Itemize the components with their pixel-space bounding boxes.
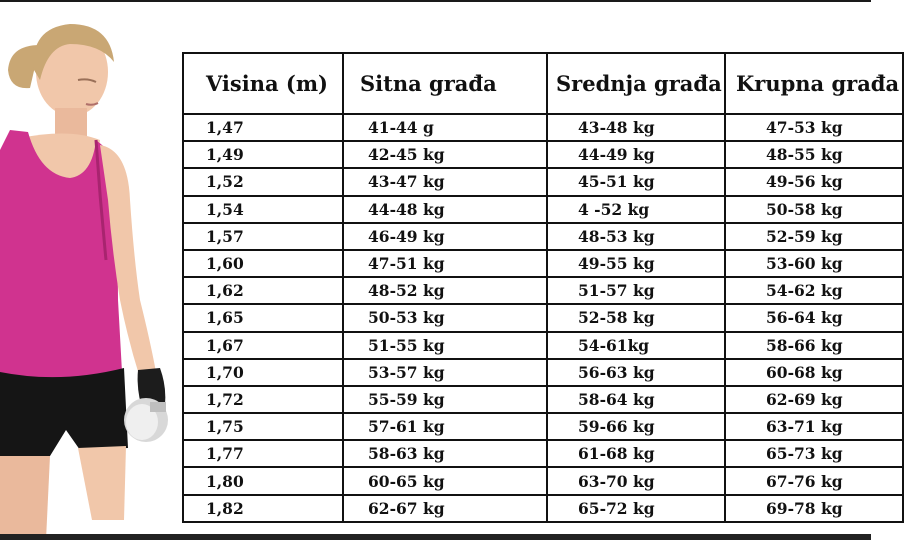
height-cell: 1,60 [183,250,343,277]
header-medium-frame: Srednja građa [547,53,725,114]
medium-frame-cell: 58-64 kg [547,386,725,413]
table-row [183,495,903,522]
large-frame-cell: 56-64 kg [725,304,903,331]
small-frame-cell: 53-57 kg [343,359,547,386]
height-cell: 1,77 [183,440,343,467]
small-frame-cell: 43-47 kg [343,168,547,195]
weight-table-container [182,52,900,522]
small-frame-cell: 57-61 kg [343,413,547,440]
table-row [183,196,903,223]
bottom-border [0,534,871,540]
large-frame-cell: 53-60 kg [725,250,903,277]
small-frame-cell: 55-59 kg [343,386,547,413]
large-frame-cell: 47-53 kg [725,114,903,141]
medium-frame-cell: 65-72 kg [547,495,725,522]
large-frame-cell: 48-55 kg [725,141,903,168]
medium-frame-cell: 43-48 kg [547,114,725,141]
height-cell: 1,49 [183,141,343,168]
height-cell: 1,75 [183,413,343,440]
height-cell: 1,54 [183,196,343,223]
large-frame-cell: 63-71 kg [725,413,903,440]
medium-frame-cell: 54-61kg [547,332,725,359]
height-cell: 1,70 [183,359,343,386]
large-frame-cell: 62-69 kg [725,386,903,413]
height-cell: 1,57 [183,223,343,250]
weight-by-height-table [182,52,904,523]
table-row [183,277,903,304]
large-frame-cell: 52-59 kg [725,223,903,250]
height-cell: 1,62 [183,277,343,304]
height-cell: 1,67 [183,332,343,359]
large-frame-cell: 49-56 kg [725,168,903,195]
large-frame-cell: 65-73 kg [725,440,903,467]
header-height: Visina (m) [183,53,343,114]
table-row [183,440,903,467]
small-frame-cell: 51-55 kg [343,332,547,359]
table-row [183,332,903,359]
small-frame-cell: 44-48 kg [343,196,547,223]
large-frame-cell: 54-62 kg [725,277,903,304]
medium-frame-cell: 44-49 kg [547,141,725,168]
medium-frame-cell: 52-58 kg [547,304,725,331]
medium-frame-cell: 48-53 kg [547,223,725,250]
table-row [183,386,903,413]
height-cell: 1,72 [183,386,343,413]
table-row [183,168,903,195]
medium-frame-cell: 49-55 kg [547,250,725,277]
large-frame-cell: 69-78 kg [725,495,903,522]
header-small-frame: Sitna građa [343,53,547,114]
small-frame-cell: 62-67 kg [343,495,547,522]
small-frame-cell: 48-52 kg [343,277,547,304]
table-body [183,114,903,522]
table-header-row [183,53,903,114]
medium-frame-cell: 45-51 kg [547,168,725,195]
table-row [183,141,903,168]
woman-with-dumbbell-image [0,0,190,540]
medium-frame-cell: 56-63 kg [547,359,725,386]
small-frame-cell: 47-51 kg [343,250,547,277]
table-row [183,114,903,141]
header-large-frame: Krupna građa [725,53,903,114]
small-frame-cell: 46-49 kg [343,223,547,250]
height-cell: 1,52 [183,168,343,195]
small-frame-cell: 60-65 kg [343,467,547,494]
table-row [183,250,903,277]
large-frame-cell: 67-76 kg [725,467,903,494]
medium-frame-cell: 51-57 kg [547,277,725,304]
table-row [183,223,903,250]
small-frame-cell: 42-45 kg [343,141,547,168]
small-frame-cell: 50-53 kg [343,304,547,331]
large-frame-cell: 60-68 kg [725,359,903,386]
height-cell: 1,82 [183,495,343,522]
table-row [183,359,903,386]
small-frame-cell: 41-44 g [343,114,547,141]
large-frame-cell: 58-66 kg [725,332,903,359]
height-cell: 1,80 [183,467,343,494]
medium-frame-cell: 63-70 kg [547,467,725,494]
medium-frame-cell: 61-68 kg [547,440,725,467]
medium-frame-cell: 4 -52 kg [547,196,725,223]
table-row [183,304,903,331]
height-cell: 1,47 [183,114,343,141]
height-cell: 1,65 [183,304,343,331]
medium-frame-cell: 59-66 kg [547,413,725,440]
table-row [183,413,903,440]
table-row [183,467,903,494]
small-frame-cell: 58-63 kg [343,440,547,467]
large-frame-cell: 50-58 kg [725,196,903,223]
